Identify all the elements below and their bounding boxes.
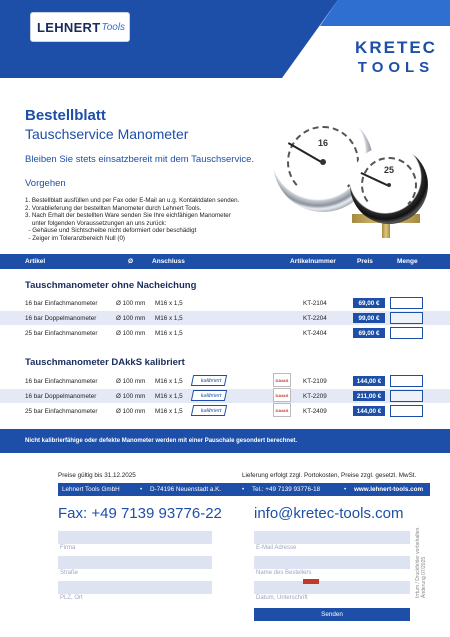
cell-anschluss: M16 x 1,5 <box>155 330 183 337</box>
cell-diameter: Ø 100 mm <box>116 300 146 307</box>
email-field[interactable] <box>254 531 410 544</box>
besteller-field[interactable] <box>254 556 410 569</box>
section2-title: Tauschmanometer DAkkS kalibriert <box>25 357 185 368</box>
cell-diameter: Ø 100 mm <box>116 315 146 322</box>
cell-artikelnummer: KT-2409 <box>303 408 327 415</box>
preise-note: Preise gültig bis 31.12.2025 <box>58 472 136 479</box>
cell-artikelnummer: KT-2204 <box>303 315 327 322</box>
gauge2-image <box>350 146 428 224</box>
bullet: • <box>140 486 143 493</box>
col-artikel: Artikel <box>25 258 46 265</box>
dakks-icon: DAkkS <box>273 373 291 387</box>
steps-list <box>25 197 285 243</box>
quantity-input[interactable] <box>390 327 423 339</box>
email-label: E-Mail Adresse <box>256 545 297 551</box>
cell-preis: 99,00 € <box>353 313 385 323</box>
cell-diameter: Ø 100 mm <box>116 330 146 337</box>
cell-artikelnummer: KT-2404 <box>303 330 327 337</box>
kalibriert-badge: kalibriert <box>191 405 228 416</box>
plz-ort-field[interactable] <box>58 581 212 594</box>
table-row <box>0 326 450 340</box>
cell-preis: 69,00 € <box>353 298 385 308</box>
kretec-logo-line1: KRETEC <box>355 38 437 57</box>
cell-preis: 144,00 € <box>353 406 385 416</box>
step-line: - Gehäuse und Sichtscheibe nicht deformiert oder beschädigt <box>25 227 197 235</box>
vorgehen-heading: Vorgehen <box>25 178 66 189</box>
company-name: Lehnert Tools GmbH <box>62 486 120 493</box>
gauge1-scale-label: 16 <box>317 138 328 148</box>
cell-artikel: 16 bar Doppelmanometer <box>25 393 97 400</box>
lehnert-logo-sub: Tools <box>101 21 126 33</box>
gauge2-scale-label: 25 <box>383 164 394 175</box>
lehnert-logo-text: LEHNERT <box>37 19 101 35</box>
firma-field[interactable] <box>58 531 212 544</box>
section1-title: Tauschmanometer ohne Nacheichung <box>25 280 197 291</box>
quantity-input[interactable] <box>390 405 423 417</box>
page-subtitle: Tauschservice Manometer <box>25 126 189 142</box>
lieferung-note: Lieferung erfolgt zzgl. Portokosten, Preise zzgl. gesetzl. MwSt. <box>242 472 417 479</box>
col-menge: Menge <box>397 258 418 265</box>
bullet: • <box>344 486 347 493</box>
step-line: 3. Nach Erhalt der bestellten Ware senden Sie Ihre eichfähigen Manometer <box>25 212 231 220</box>
cell-artikel: 16 bar Einfachmanometer <box>25 378 98 385</box>
dakks-icon: DAkkS <box>273 388 291 402</box>
col-diameter: Ø <box>128 258 134 265</box>
cell-anschluss: M16 x 1,5 <box>155 393 183 400</box>
company-tel: Tel.: +49 7139 93776-18 <box>252 486 321 493</box>
strasse-field[interactable] <box>58 556 212 569</box>
col-anschluss: Anschluss <box>152 258 185 265</box>
email-address[interactable]: info@kretec-tools.com <box>254 505 404 522</box>
step-line: 2. Vorablieferung der bestellten Manometer durch Lehnert Tools. <box>25 204 202 212</box>
cell-anschluss: M16 x 1,5 <box>155 315 183 322</box>
strasse-label: Straße <box>60 570 79 576</box>
cell-diameter: Ø 100 mm <box>116 393 146 400</box>
table-row <box>0 311 450 325</box>
cell-anschluss: M16 x 1,5 <box>155 408 183 415</box>
cell-preis: 144,00 € <box>353 376 385 386</box>
cell-artikelnummer: KT-2209 <box>303 393 327 400</box>
dakks-icon: DAkkS <box>273 403 291 417</box>
datum-unterschrift-label: Datum, Unterschrift <box>256 595 308 601</box>
cell-artikelnummer: KT-2104 <box>303 300 327 307</box>
cell-artikel: 25 bar Einfachmanometer <box>25 408 98 415</box>
contact-bar <box>58 483 430 496</box>
cell-artikel: 16 bar Einfachmanometer <box>25 300 98 307</box>
table-row <box>0 404 450 418</box>
table-header <box>0 254 450 269</box>
datum-unterschrift-field[interactable] <box>254 581 410 594</box>
company-address: D-74196 Neuenstadt a.K. <box>150 486 222 493</box>
quantity-input[interactable] <box>390 375 423 387</box>
bullet: • <box>242 486 245 493</box>
cell-preis: 211,00 € <box>353 391 385 401</box>
plz-ort-label: PLZ, Ort <box>60 595 83 601</box>
kalibriert-badge: kalibriert <box>191 375 228 386</box>
quantity-input[interactable] <box>390 312 423 324</box>
cell-anschluss: M16 x 1,5 <box>155 300 183 307</box>
cell-diameter: Ø 100 mm <box>116 378 146 385</box>
note-bar: Nicht kalibrierfähige oder defekte Manometer werden mit einer Pauschale gesondert berechnet. <box>0 429 450 453</box>
step-line: unter folgenden Voraussetzungen an uns zurück: <box>25 219 167 227</box>
disclaimer-vertical: Irrtum / Druckfehler vorbehalten. Änderung 07/2025 <box>415 526 427 598</box>
header-accent-shape <box>320 0 450 26</box>
header-white-strip <box>0 78 450 100</box>
step-line: 1. Bestellblatt ausfüllen und per Fax oder E-Mail an u.g. Kontaktdaten senden. <box>25 197 240 204</box>
quantity-input[interactable] <box>390 390 423 402</box>
lehnert-tools-logo <box>30 12 130 42</box>
besteller-label: Name des Bestellers <box>256 570 312 576</box>
col-artikelnummer: Artikelnummer <box>290 258 336 265</box>
table-row <box>0 389 450 403</box>
slogan: Bleiben Sie stets einsatzbereit mit dem Tauschservice. <box>25 154 254 165</box>
quantity-input[interactable] <box>390 297 423 309</box>
page-title: Bestellblatt <box>25 107 106 124</box>
col-preis: Preis <box>357 258 373 265</box>
kretec-logo-line2: TOOLS <box>357 59 435 76</box>
stamp-icon <box>303 579 319 584</box>
cell-artikelnummer: KT-2109 <box>303 378 327 385</box>
kretec-tools-logo <box>353 38 439 76</box>
cell-artikel: 16 bar Doppelmanometer <box>25 315 97 322</box>
table-row <box>0 374 450 388</box>
cell-anschluss: M16 x 1,5 <box>155 378 183 385</box>
fax-number: Fax: +49 7139 93776-22 <box>58 505 222 522</box>
gauge1-hub <box>320 159 326 165</box>
table-row <box>0 296 450 310</box>
cell-preis: 69,00 € <box>353 328 385 338</box>
step-line: - Zeiger im Toleranzbereich Null (0) <box>25 234 125 242</box>
kalibriert-badge: kalibriert <box>191 390 228 401</box>
send-button[interactable]: Senden <box>254 608 410 621</box>
company-web-link[interactable]: www.lehnert-tools.com <box>354 486 424 493</box>
cell-diameter: Ø 100 mm <box>116 408 146 415</box>
firma-label: Firma <box>60 545 76 551</box>
cell-artikel: 25 bar Einfachmanometer <box>25 330 98 337</box>
